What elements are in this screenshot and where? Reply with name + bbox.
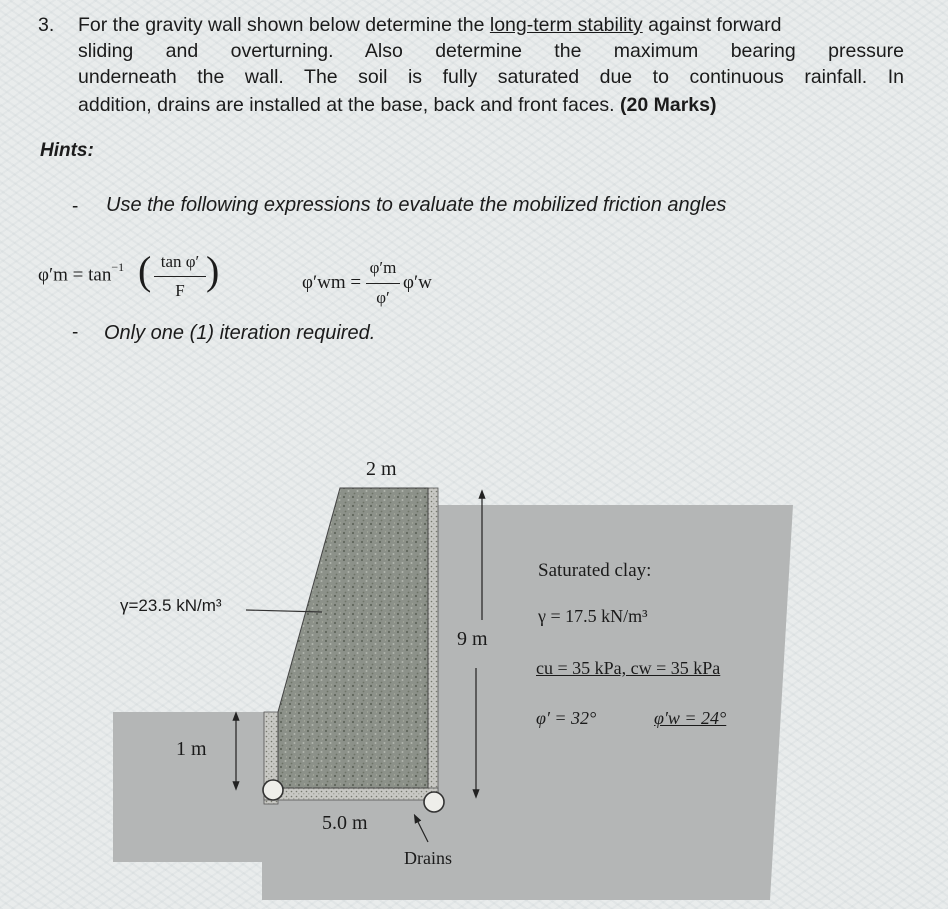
- question-line-2: sliding and overturning. Also determine the maximum bearing pressure: [78, 40, 904, 62]
- question-marks: (20 Marks): [620, 94, 717, 116]
- question-line-3: underneath the wall. The soil is fully saturated due to continuous rainfall. In: [78, 66, 904, 88]
- hint-item-1: Use the following expressions to evaluate the mobilized friction angles: [106, 194, 727, 216]
- hints-label: Hints:: [40, 140, 94, 161]
- base-width-label: 5.0 m: [322, 812, 368, 834]
- height-label: 9 m: [457, 628, 488, 650]
- soil-title: Saturated clay:: [538, 560, 652, 581]
- formula1-denominator: F: [175, 281, 185, 300]
- back-drain-strip: [428, 488, 438, 800]
- gravity-wall: [278, 488, 428, 788]
- soil-unit-weight: γ = 17.5 kN/m³: [538, 606, 648, 626]
- formula2-lhs: φ′wm =: [302, 272, 362, 293]
- soil-cohesion: cu = 35 kPa, cw = 35 kPa: [536, 658, 721, 678]
- drains-label: Drains: [404, 848, 452, 868]
- formula1-lhs: φ′m = tan: [38, 264, 112, 286]
- question-line-1-underlined: long-term stability: [489, 14, 643, 36]
- question-line-4-pre: addition, drains are installed at the base, back and front faces.: [78, 94, 621, 116]
- question-line-1-post: against forward: [642, 14, 782, 36]
- formula1-numerator: tan φ′: [160, 252, 200, 271]
- soil-phi-w: φ′w = 24°: [654, 708, 727, 728]
- hint-bullet-2: -: [72, 322, 79, 343]
- formula1-paren-right: ): [206, 248, 220, 293]
- formula2-denominator: φ′: [376, 288, 390, 307]
- base-drain-strip: [264, 788, 438, 800]
- formula2-rhs: φ′w: [403, 272, 432, 293]
- question-line-1-pre: For the gravity wall shown below determine the: [78, 14, 490, 36]
- question-number: 3.: [38, 14, 55, 36]
- front-soil: [113, 712, 282, 862]
- embedment-label: 1 m: [176, 738, 207, 760]
- top-width-label: 2 m: [366, 458, 397, 480]
- soil-phi: φ′ = 32°: [536, 708, 597, 728]
- formula2-numerator: φ′m: [369, 258, 397, 277]
- formula1-exp: −1: [111, 260, 125, 274]
- front-drain-icon: [263, 780, 283, 800]
- hint-bullet-1: -: [72, 196, 79, 217]
- wall-unit-weight: γ=23.5 kN/m³: [120, 596, 222, 615]
- formula1-paren-left: (: [138, 248, 152, 293]
- hint-item-2: Only one (1) iteration required.: [104, 322, 376, 344]
- back-drain-icon: [424, 792, 444, 812]
